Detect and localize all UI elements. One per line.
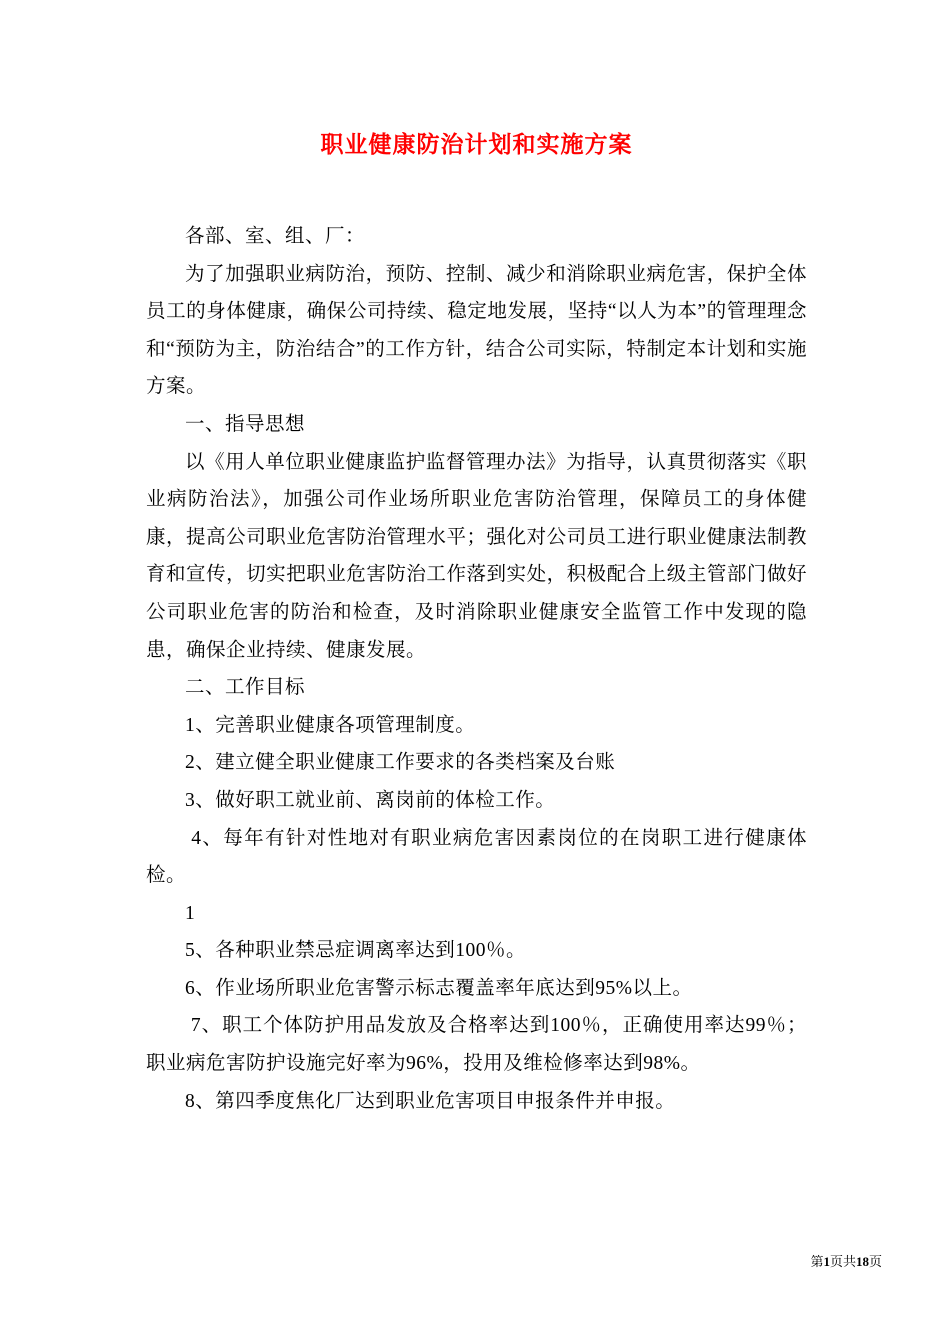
paragraph: 3、做好职工就业前、离岗前的体检工作。 — [185, 789, 556, 811]
paragraph: 2、建立健全职业健康工作要求的各类档案及台账 — [185, 752, 616, 774]
paragraph: 以《用人单位职业健康监护监督管理办法》为指导，认真贯彻落实《职业病防治法》，加强公司作业场所职业危害防治管理，保障员工的身体健康，提高公司职业危害防治管理水平；强化对公司员工进行职业健康法制教育和宣传，切实把职业危害防治工作落到实处，积极配合上级主管部门做好公司职业危害的防治和检查，及时消除职业健康安全监管工作中发现的隐患，确保企业持续、健康发展。 — [146, 451, 807, 661]
paragraph: 6、作业场所职业危害警示标志覆盖率年底达到95%以上。 — [185, 977, 693, 999]
paragraph: 一、指导思想 — [185, 413, 306, 435]
paragraph: 8、第四季度焦化厂达到职业危害项目申报条件并申报。 — [185, 1090, 676, 1112]
page-footer — [810, 1254, 882, 1270]
paragraph: 为了加强职业病防治，预防、控制、减少和消除职业病危害，保护全体员工的身体健康，确保公司持续、稳定地发展，坚持“以人为本”的管理理念和“预防为主，防治结合”的工作方针，结合公司实际，特制定本计划和实施方案。 — [146, 263, 807, 398]
paragraph: 二、工作目标 — [185, 677, 306, 699]
paragraph: 7、职工个体防护用品发放及合格率达到100％，正确使用率达99％；职业病危害防护设施完好率为96%，投用及维检修率达到98%。 — [146, 1015, 807, 1075]
document-body — [146, 218, 807, 1120]
document-title: 职业健康防治计划和实施方案 — [320, 132, 633, 157]
paragraph: 各部、室、组、厂： — [185, 226, 366, 247]
paragraph: 1 — [185, 902, 196, 924]
footer-suffix-label: 页 — [868, 1254, 882, 1269]
paragraph: 1、完善职业健康各项管理制度。 — [185, 714, 476, 736]
paragraph: 4、每年有针对性地对有职业病危害因素岗位的在岗职工进行健康体检。 — [146, 827, 807, 887]
footer-total-pages: 18 — [855, 1254, 869, 1269]
footer-prefix-label: 第 — [810, 1254, 824, 1269]
footer-page-number: 1 — [823, 1254, 830, 1269]
footer-middle-label: 页共 — [829, 1254, 856, 1269]
paragraph: 5、各种职业禁忌症调离率达到100％。 — [185, 940, 527, 962]
